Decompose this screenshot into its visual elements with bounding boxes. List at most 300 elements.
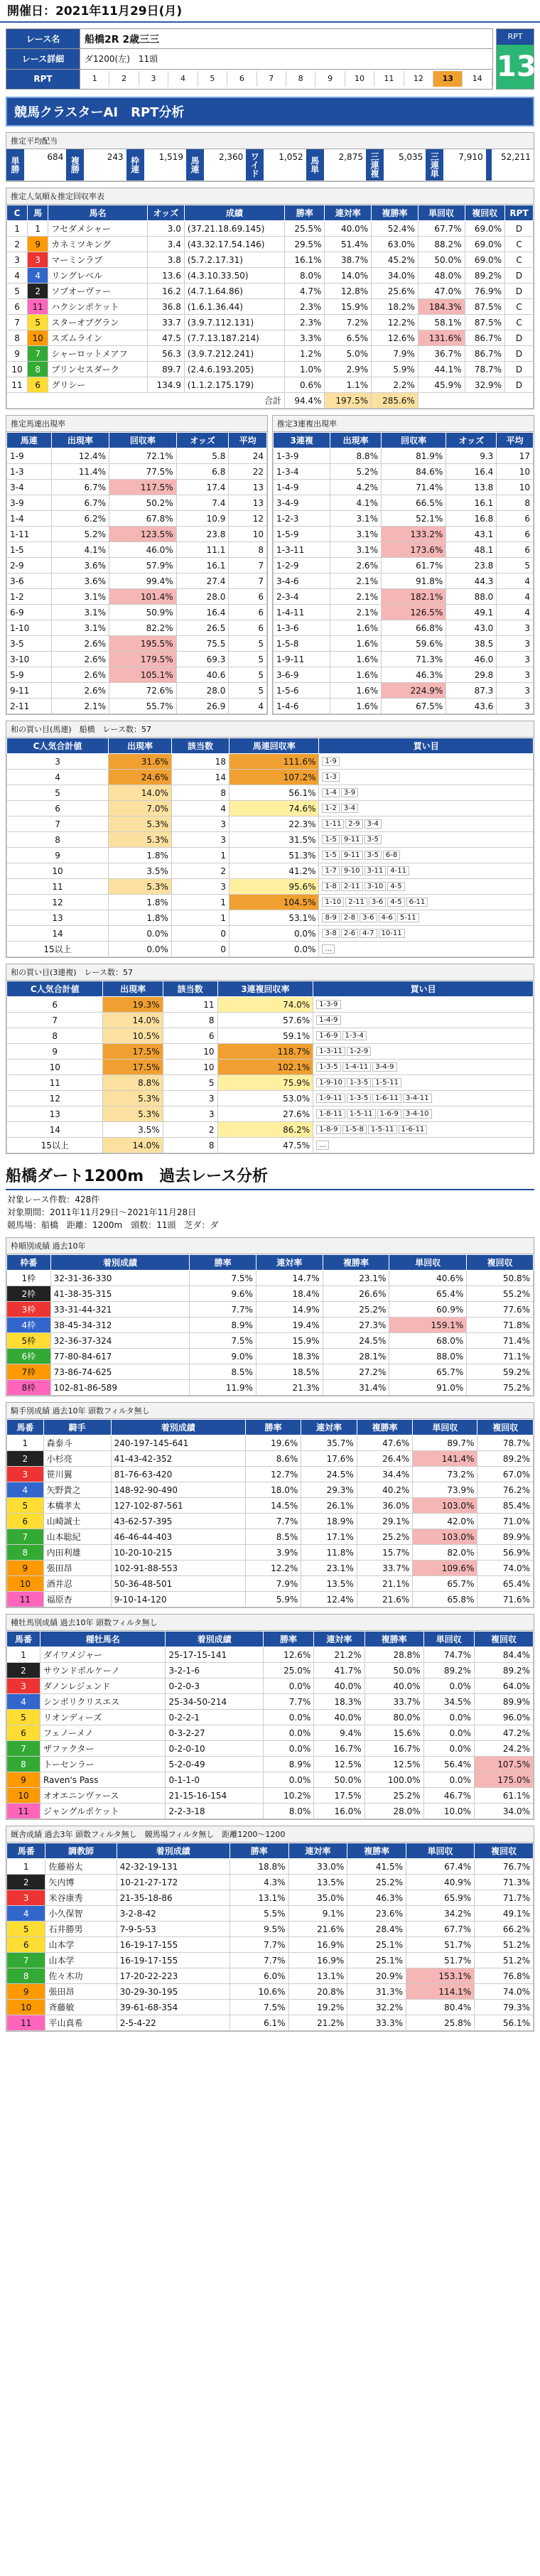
table-row — [7, 1922, 534, 1937]
table-cell: 10 — [229, 527, 267, 542]
column-header: オッズ — [147, 205, 184, 221]
table-cell: 33.3% — [347, 2015, 406, 2031]
rpt-cell: 1 — [80, 71, 109, 87]
table-cell: 13 — [7, 910, 109, 926]
table-cell: 7.9% — [245, 1576, 301, 1592]
table-cell: 5 — [229, 683, 267, 699]
table-cell: 28.4% — [347, 1922, 406, 1937]
jockey-section — [6, 1402, 534, 1608]
table-cell: 40.0% — [325, 221, 372, 237]
table-cell: 4 — [28, 268, 48, 284]
table-cell: 3 — [497, 652, 534, 667]
bet-item: 1-3-11 — [316, 1047, 345, 1056]
table-cell: 67.8% — [109, 511, 177, 527]
table-cell: 15.7% — [357, 1545, 412, 1561]
column-header: RPT — [505, 205, 534, 221]
table-cell: 103.0% — [413, 1529, 477, 1545]
table-cell: 1-3-6 — [274, 620, 330, 636]
table-cell: 3 — [7, 1678, 40, 1694]
table-cell: 1.1% — [325, 377, 372, 393]
table-cell: 1.0% — [284, 362, 325, 377]
total-cell — [418, 393, 533, 409]
table-cell: 6.7% — [51, 495, 109, 511]
table-cell: 38.7% — [325, 252, 372, 268]
table-cell: 31.6% — [109, 754, 172, 770]
table-cell: (3.9.7.112.131) — [184, 315, 284, 330]
table-cell: 0.0% — [263, 1772, 313, 1788]
table-cell: ジャングルポケット — [40, 1804, 166, 1819]
kaime1-title: 和の買い目(馬連) 船橋 レース数：57 — [6, 721, 534, 738]
table-cell: 7.9% — [372, 346, 418, 362]
table-cell: 73.9% — [413, 1482, 477, 1498]
analysis-banner: 競馬クラスターAI RPT分析 — [6, 97, 534, 126]
table-cell: 24.5% — [323, 1333, 389, 1349]
table-row — [7, 926, 534, 942]
table-cell: 3.1% — [330, 542, 382, 558]
table-row — [274, 495, 534, 511]
table-cell: 22 — [229, 464, 267, 480]
table-cell: 3.5% — [109, 863, 172, 879]
payout-value: 7,910 — [458, 152, 483, 162]
table-cell: 森泰斗 — [43, 1435, 111, 1451]
column-header: 単回収 — [389, 1255, 467, 1271]
table-cell: 27.2% — [323, 1364, 389, 1380]
table-cell: 8 — [7, 1545, 44, 1561]
table-cell: 5 — [28, 315, 48, 330]
table-cell: 4 — [229, 699, 267, 714]
sire-title: 種牡馬別成績 過去10年 頭数フィルタ無し — [6, 1615, 534, 1631]
table-cell: 47.0% — [418, 284, 465, 299]
table-cell: 28.1% — [323, 1349, 389, 1364]
table-cell: 11.8% — [301, 1545, 357, 1561]
table-cell: 153.1% — [406, 1968, 475, 1984]
table-cell: C — [505, 315, 534, 330]
table-cell: 5.9% — [245, 1592, 301, 1607]
table-cell: 14.7% — [256, 1271, 323, 1286]
table-cell: 1-3-9 — [274, 448, 330, 464]
column-header: 馬名 — [48, 205, 148, 221]
table-cell: 1-5-6 — [274, 683, 330, 699]
table-cell: 21-35-18-86 — [117, 1890, 230, 1906]
table-row — [274, 448, 534, 464]
race-detail-label: レース詳細 — [6, 49, 80, 69]
table-cell: 91.0% — [389, 1380, 467, 1396]
page-header: 開催日：2021年11月29日(月) — [0, 0, 540, 23]
bet-item: 3-8 — [322, 929, 339, 938]
table-cell: 43.0 — [446, 620, 497, 636]
table-cell: 3 — [163, 1091, 217, 1106]
table-cell: 3.1% — [330, 511, 382, 527]
table-cell: 10.6% — [230, 1984, 288, 2000]
bet-item: 9-11 — [341, 835, 363, 844]
bet-item: 6-8 — [383, 851, 400, 860]
table-cell: 8枠 — [7, 1380, 51, 1396]
rpt-cell: 4 — [168, 71, 198, 87]
total-cell: 197.5% — [325, 393, 372, 409]
table-cell: 山本学 — [45, 1937, 117, 1953]
table-cell: 14 — [7, 1122, 103, 1138]
table-row — [274, 480, 534, 495]
table-cell: 52.4% — [372, 221, 418, 237]
table-cell: 11 — [7, 2015, 45, 2031]
table-cell: 65.9% — [406, 1890, 475, 1906]
table-cell: 8.9% — [190, 1317, 256, 1333]
table-cell: 84.4% — [474, 1647, 533, 1663]
table-cell: (1.6.1.36.44) — [184, 299, 284, 315]
table-row — [7, 1028, 534, 1044]
table-cell: 12.5% — [364, 1757, 423, 1772]
table-cell: 76.7% — [475, 1859, 534, 1875]
bet-list — [319, 926, 534, 942]
table-cell: 山本学 — [45, 1953, 117, 1968]
table-cell: 26.5 — [176, 620, 229, 636]
table-cell: 14.0% — [325, 268, 372, 284]
table-cell: 18.2% — [372, 299, 418, 315]
race-info — [6, 28, 534, 90]
column-header: 買い目 — [313, 981, 534, 997]
table-cell: 1-3-4 — [274, 464, 330, 480]
table-cell: 59.2% — [467, 1364, 534, 1380]
table-cell: 7 — [7, 1013, 103, 1028]
table-cell: 14.0% — [103, 1138, 163, 1153]
table-cell: 224.9% — [381, 683, 446, 699]
table-cell: 4 — [497, 589, 534, 605]
table-cell: ザファクター — [40, 1741, 166, 1757]
table-cell: マーミンラブ — [48, 252, 148, 268]
bet-item: 1-4 — [322, 788, 339, 797]
table-cell: 8.8% — [330, 448, 382, 464]
column-header: 勝率 — [284, 205, 325, 221]
table-cell: (4.3.10.33.50) — [184, 268, 284, 284]
table-row — [7, 699, 267, 714]
table-row — [7, 785, 534, 801]
table-row — [7, 1890, 534, 1906]
table-cell: 1-4 — [7, 511, 52, 527]
course-meta-line: 競馬場：船橋 距離：1200m 頭数：11頭 芝ダ：ダ — [7, 1220, 219, 1230]
table-cell: 3 — [7, 1467, 44, 1482]
table-cell: 33.0% — [288, 1859, 347, 1875]
table-cell: 11 — [7, 1592, 44, 1607]
table-cell: 43.6 — [446, 699, 497, 714]
table-row — [7, 620, 267, 636]
table-cell: C — [505, 299, 534, 315]
table-row — [7, 1364, 534, 1380]
table-cell: 1.6% — [330, 683, 382, 699]
table-cell: 7.5% — [190, 1333, 256, 1349]
table-cell: 45.2% — [372, 252, 418, 268]
table-cell: 25.0% — [263, 1663, 313, 1678]
table-cell: 3.6% — [51, 573, 109, 589]
jockey-title: 騎手別成績 過去10年 頭数フィルタ無し — [6, 1403, 534, 1419]
table-row — [7, 1953, 534, 1968]
payout-value: 2,360 — [218, 152, 244, 162]
table-cell: 66.2% — [475, 1922, 534, 1937]
table-row — [7, 1710, 534, 1725]
table-cell: 40.0% — [314, 1710, 364, 1725]
rpt-cell: 7 — [257, 71, 286, 87]
bet-list — [319, 770, 534, 785]
table-cell: 25-34-50-214 — [166, 1694, 263, 1710]
bet-list — [313, 997, 534, 1013]
table-row — [7, 1788, 534, 1804]
table-row — [274, 464, 534, 480]
bet-list — [313, 1028, 534, 1044]
table-cell: 6 — [229, 605, 267, 620]
column-header: 連対率 — [325, 205, 372, 221]
table-cell: 89.2% — [477, 1451, 534, 1467]
table-row — [7, 511, 267, 527]
table-row — [274, 652, 534, 667]
table-cell: 67.0% — [477, 1467, 534, 1482]
table-cell: 21.2% — [314, 1647, 364, 1663]
column-header: 単回収 — [418, 205, 465, 221]
bet-item: 3-4-9 — [372, 1062, 396, 1072]
bet-item: 1-5 — [322, 835, 339, 844]
table-cell: 5.3% — [103, 1091, 163, 1106]
table-cell: 8 — [163, 1138, 217, 1153]
table-cell: 71.6% — [477, 1592, 534, 1607]
table-cell: 4.7% — [284, 284, 325, 299]
table-cell: グリシー — [48, 377, 148, 393]
table-cell: 6枠 — [7, 1349, 51, 1364]
bet-item: 1-5 — [322, 851, 339, 860]
table-row — [7, 1647, 534, 1663]
table-cell: 43.1 — [446, 527, 497, 542]
table-cell: 36.0% — [357, 1498, 412, 1514]
table-cell: 88.0 — [446, 589, 497, 605]
table-row — [7, 1317, 534, 1333]
bet-list — [313, 1091, 534, 1106]
table-cell: 2.3% — [284, 299, 325, 315]
table-cell: D — [505, 284, 534, 299]
table-cell: 11.1 — [176, 542, 229, 558]
column-header: 平均 — [497, 433, 534, 448]
table-cell: 1-5 — [7, 542, 52, 558]
table-cell: 6 — [497, 511, 534, 527]
table-cell: 71.0% — [477, 1514, 534, 1529]
table-cell: 51.7% — [406, 1937, 475, 1953]
table-cell: 0-1-1-0 — [166, 1772, 263, 1788]
table-cell: 2.1% — [330, 573, 382, 589]
table-cell: 23.1% — [301, 1561, 357, 1576]
table-row — [7, 495, 267, 511]
table-cell: 8.8% — [103, 1075, 163, 1091]
bet-item: 1-9-11 — [316, 1094, 345, 1103]
table-cell: 134.9 — [147, 377, 184, 393]
table-cell: 8 — [28, 362, 48, 377]
table-cell: 0.0% — [263, 1678, 313, 1694]
table-cell: 33.7% — [364, 1694, 423, 1710]
table-cell: 12 — [7, 895, 109, 910]
table-cell: 6 — [7, 299, 28, 315]
table-cell: 78.7% — [465, 362, 505, 377]
table-cell: 矢内博 — [45, 1875, 117, 1890]
table-cell: 3.4 — [147, 237, 184, 252]
table-cell: 71.4% — [381, 480, 446, 495]
table-cell: 25.6% — [372, 284, 418, 299]
table-cell: 64.0% — [474, 1678, 533, 1694]
table-row — [7, 377, 534, 393]
pair-right-table — [273, 432, 534, 714]
table-cell: 4 — [7, 770, 109, 785]
table-cell: 87.3 — [446, 683, 497, 699]
table-cell: 1 — [171, 848, 229, 863]
table-cell: 21.3% — [256, 1380, 323, 1396]
table-cell: 25.1% — [347, 1953, 406, 1968]
table-cell: 88.0% — [389, 1349, 467, 1364]
column-header: 該当数 — [171, 738, 229, 754]
table-cell: 17 — [497, 448, 534, 464]
table-cell: 26.1% — [301, 1498, 357, 1514]
table-cell: 2-5-4-22 — [117, 2015, 230, 2031]
table-cell: 17.5% — [103, 1060, 163, 1075]
column-header: オッズ — [176, 433, 229, 448]
table-cell: 42-32-19-131 — [117, 1859, 230, 1875]
rpt-badge-value: 13 — [497, 45, 534, 89]
rpt-badge — [496, 28, 534, 90]
table-cell: 71.8% — [467, 1317, 534, 1333]
column-header: 馬番 — [7, 1420, 44, 1435]
table-cell: 8 — [171, 785, 229, 801]
column-header: 騎手 — [43, 1420, 111, 1435]
table-cell: 13 — [229, 480, 267, 495]
table-cell: 張田昂 — [43, 1561, 111, 1576]
table-cell: 山崎誠士 — [43, 1514, 111, 1529]
table-cell: 11 — [7, 879, 109, 895]
table-cell: 55.7% — [109, 699, 177, 714]
table-cell: 3-4-9 — [274, 495, 330, 511]
table-cell: 18 — [171, 754, 229, 770]
table-cell: 1-10 — [7, 620, 52, 636]
table-cell: 0-2-2-1 — [166, 1710, 263, 1725]
table-cell: リオンディーズ — [40, 1710, 166, 1725]
table-row — [7, 1906, 534, 1922]
table-cell: 15以上 — [7, 942, 109, 957]
payout-label: 単勝 — [6, 149, 24, 180]
bet-item: 1-2-9 — [347, 1047, 371, 1056]
table-cell: カネミツキング — [48, 237, 148, 252]
table-cell: 3.1% — [51, 589, 109, 605]
column-header: 複回収 — [465, 205, 505, 221]
table-cell: 16.9% — [288, 1953, 347, 1968]
table-cell: 41.7% — [314, 1663, 364, 1678]
column-header: 馬連回収率 — [230, 738, 319, 754]
table-cell: 11 — [7, 377, 28, 393]
payout-value: 684 — [47, 152, 64, 162]
table-row — [7, 1561, 534, 1576]
bet-list — [313, 1075, 534, 1091]
column-header: 勝率 — [263, 1632, 313, 1647]
table-cell: 89.2% — [423, 1663, 474, 1678]
table-cell: 小杉亮 — [43, 1451, 111, 1467]
table-row — [7, 362, 534, 377]
table-cell: 31.5% — [230, 832, 319, 848]
table-cell: 平山真希 — [45, 2015, 117, 2031]
table-cell: 6.1% — [230, 2015, 288, 2031]
table-row — [7, 1091, 534, 1106]
table-row — [274, 542, 534, 558]
table-cell: 1.6% — [330, 620, 382, 636]
table-cell: 18.4% — [256, 1286, 323, 1302]
column-header: 単回収 — [423, 1632, 474, 1647]
table-cell: 7 — [7, 1529, 44, 1545]
bet-item: 1-9 — [322, 757, 339, 766]
table-row — [7, 770, 534, 785]
bet-item: 1-3-5 — [347, 1078, 371, 1087]
table-cell: 9-10-14-120 — [111, 1592, 245, 1607]
table-cell: 23.8 — [446, 558, 497, 573]
table-row — [7, 393, 534, 409]
table-cell: 8 — [7, 1968, 45, 1984]
table-cell: 175.0% — [474, 1772, 533, 1788]
table-cell: 25.1% — [347, 1937, 406, 1953]
table-row — [7, 1772, 534, 1788]
payout-label: 三連単 — [426, 149, 443, 180]
table-cell: 7.5% — [230, 2000, 288, 2015]
table-cell: 7 — [229, 573, 267, 589]
table-row — [7, 1968, 534, 1984]
payout-value: 52,211 — [500, 152, 531, 162]
table-cell: 笹川翼 — [43, 1467, 111, 1482]
table-cell: 80.0% — [364, 1710, 423, 1725]
table-cell: 6 — [28, 377, 48, 393]
table-cell: 4.1% — [330, 495, 382, 511]
bet-list — [319, 848, 534, 863]
table-cell: 9.4% — [314, 1725, 364, 1741]
kaime2-table — [6, 981, 534, 1153]
table-cell: 71.3% — [475, 1875, 534, 1890]
bet-item: 1-4-11 — [342, 1062, 372, 1072]
table-cell: 91.8% — [381, 573, 446, 589]
table-cell: 4 — [171, 801, 229, 817]
bet-item: 3-10 — [364, 882, 387, 891]
bet-item: 3-5 — [364, 835, 382, 844]
table-cell: 18.3% — [314, 1694, 364, 1710]
table-cell: 16-19-17-155 — [117, 1937, 230, 1953]
table-cell: 50-36-48-501 — [111, 1576, 245, 1592]
table-cell: 5.0% — [325, 346, 372, 362]
column-header: 回収率 — [381, 433, 446, 448]
table-cell: 3 — [497, 683, 534, 699]
table-cell: 山本聡紀 — [43, 1529, 111, 1545]
table-cell: 34.5% — [423, 1694, 474, 1710]
table-cell: 29.5% — [284, 237, 325, 252]
table-cell: 3 — [7, 252, 28, 268]
table-row — [7, 1333, 534, 1349]
rpt-cell: 6 — [227, 71, 256, 87]
table-cell: 10 — [163, 1060, 217, 1075]
table-cell: 5枠 — [7, 1333, 51, 1349]
table-cell: ソブオーヴァー — [48, 284, 148, 299]
table-row — [7, 667, 267, 683]
table-cell: 10 — [497, 464, 534, 480]
table-row — [7, 1757, 534, 1772]
payout-value: 1,052 — [279, 152, 303, 162]
column-header: 連対率 — [288, 1843, 347, 1859]
table-cell: 3 — [28, 252, 48, 268]
table-cell: 104.5% — [230, 895, 319, 910]
table-cell: 5 — [7, 1922, 45, 1937]
table-cell: 3 — [7, 1890, 45, 1906]
table-cell: 9 — [28, 237, 48, 252]
table-cell: 141.4% — [413, 1451, 477, 1467]
table-cell: 13.8 — [446, 480, 497, 495]
table-row — [7, 299, 534, 315]
table-cell: 39-61-68-354 — [117, 2000, 230, 2015]
table-cell: 159.1% — [389, 1317, 467, 1333]
table-cell: 111.6% — [230, 754, 319, 770]
table-cell: 3.1% — [51, 620, 109, 636]
